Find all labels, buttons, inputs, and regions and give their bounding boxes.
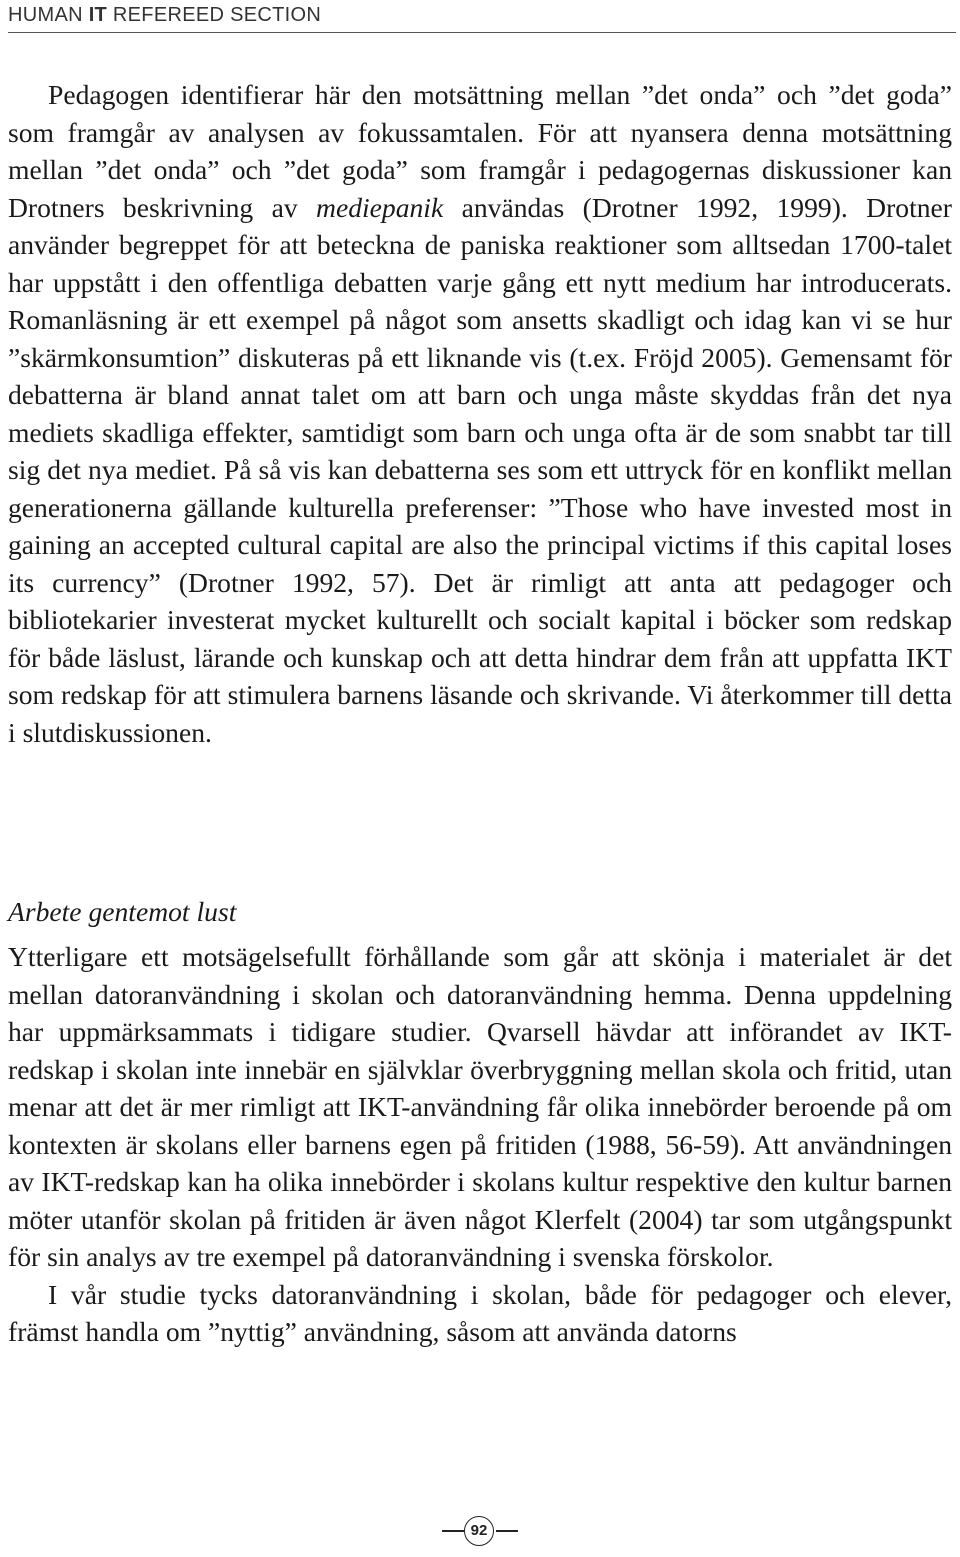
page-number-rule-left (442, 1530, 464, 1532)
page-number: 92 (464, 1516, 494, 1546)
header-section: REFEREED SECTION (107, 4, 322, 26)
section-heading: Arbete gentemot lust (8, 896, 237, 927)
page-number-badge (430, 1516, 530, 1546)
paragraph-3: I vår studie tycks datoranvändning i skolan, både för pedagoger och elever, främst handla om ”nyttig” användning, såsom att använda datorns (8, 1278, 952, 1347)
paragraph-1 (8, 76, 952, 751)
paragraph-2: Ytterligare ett motsägelsefullt förhållande som går att skönja i materialet är det mellan datoranvändning i skolan och datoranvändning hemma. Denna uppdelning har uppmärksammats i tidigare studier. Qvarsell hävdar att införandet av IKT-redskap i skolan inte innebär en självklar överbryggning mellan skola och fritid, utan menar att det är mer rimligt att IKT-användning får olika innebörder beroende på om kontexten är skolans eller barnens egen på fritiden (1988, 56-59). Att användningen av IKT-redskap kan ha olika innebörder i skolans kultur respektive den kultur barnen möter utanför skolan på fritiden är även något Klerfelt (2004) tar som utgångspunkt för sin analys av tre exempel på datoranvändning i svenska förskolor. (8, 941, 952, 1272)
header-it: IT (88, 4, 108, 26)
term-mediepanik: mediepanik (316, 191, 444, 223)
running-header (8, 2, 956, 33)
paragraph-1-text-b: användas (Drotner 1992, 1999). Drotner använder begreppet för att beteckna de paniska reaktioner som alltsedan 1700-talet har uppstått i den offentliga debatten varje gång ett nytt medium har introducerats. Romanläsning är ett exempel på något som ansetts skadligt och idag kan vi se hur ”skärmkonsumtion” diskuteras på ett liknande vis (t.ex. Fröjd 2005). Gemensamt för debatterna är bland annat talet om att barn och unga måste skyddas från det nya mediets skadliga effekter, samtidigt som barn och unga ofta är de som snabbt tar till sig det nya mediet. På så vis kan debatterna ses som ett uttryck för en konflikt mellan generationerna gällande kulturella preferenser: ”Those who have invested most in gaining an accepted cultural capital are also the principal victims if this capital loses its currency” (Drotner 1992, 57). Det är rimligt att anta att pedagoger och bibliotekarier investerat mycket kulturellt och socialt kapital i böcker som redskap för både läslust, lärande och kunskap och att detta hindrar dem från att uppfatta IKT som redskap för att stimulera barnens läsande och skrivande. Vi återkommer till detta i slutdiskussionen. (8, 191, 952, 748)
header-human: HUMAN (8, 4, 89, 26)
section-body (8, 938, 952, 1351)
paragraph-1-text-a: Pedagogen identifierar här den motsättning mellan ”det onda” och ”det goda” som framgår av analysen av fokussamtalen. För att nyansera denna motsättning mellan ”det onda” och ”det goda” som framgår i pedagogernas diskussioner kan Drotners beskrivning av (8, 79, 952, 223)
paragraph-mediepanik (8, 76, 952, 751)
page-number-rule-right (496, 1530, 518, 1532)
